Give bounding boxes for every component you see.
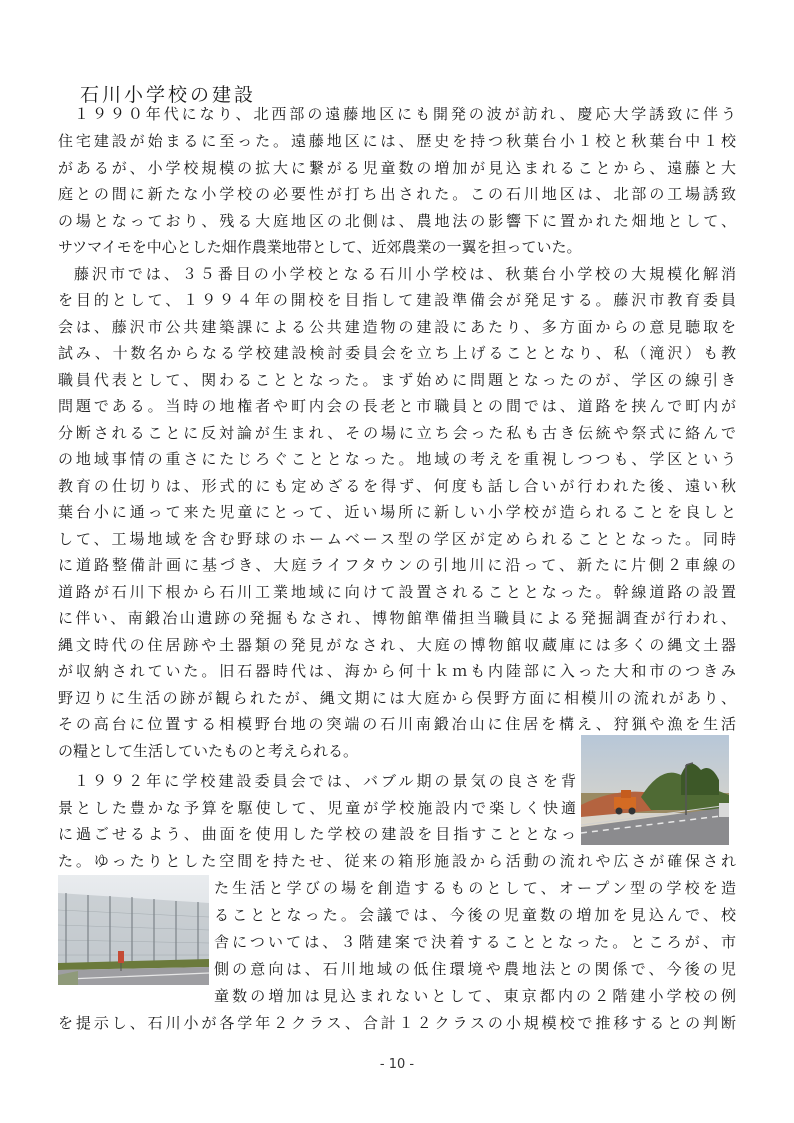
text-line: 庭との間に新たな小学校の必要性が打ち出された。この石川地区は、北部の工場誘致 [58, 185, 736, 203]
text-line: ることとなった。会議では、今後の児童数の増加を見込んで、校 [214, 906, 736, 924]
text-line: に伴い、南鍛冶山遺跡の発掘もなされ、博物館準備担当職員による発掘調査が行われ、 [58, 609, 736, 627]
text-line: が収納されていた。旧石器時代は、海から何十ｋｍも内陸部に入った大和市のつきみ [58, 662, 736, 680]
text-line: １９９０年代になり、北西部の遠藤地区にも開発の波が訪れ、慶応大学誘致に伴う [74, 105, 736, 123]
text-line: に道路整備計画に基づき、大庭ライフタウンの引地川に沿って、新たに片側２車線の [58, 556, 736, 574]
text-line: た。ゆったりとした空間を持たせ、従来の箱形施設から活動の流れや広さが確保され [58, 852, 736, 870]
text-line: 試み、十数名からなる学校建設検討委員会を立ち上げることとなり、私（滝沢）も教 [58, 344, 736, 362]
road-construction-photo [581, 735, 729, 845]
text-line: 縄文時代の住居跡や土器類の発見がなされ、大庭の博物館収蔵庫には多くの縄文土器 [58, 636, 736, 654]
text-line: 野辺りに生活の跡が観られたが、縄文期には大庭から俣野方面に相模川の流れがあり、 [58, 689, 736, 707]
sports-field-fence-photo [58, 875, 209, 985]
text-line: 職員代表として、関わることとなった。まず始めに問題となったのが、学区の線引き [58, 371, 736, 389]
text-line: その高台に位置する相模野台地の突端の石川南鍛冶山に住居を構え、狩猟や漁を生活 [58, 715, 736, 733]
text-line: して、工場地域を含む野球のホームベース型の学区が定められることとなった。同時 [58, 530, 736, 548]
text-line: 側の意向は、石川地域の低住環境や農地法との関係で、今後の児 [214, 960, 736, 978]
text-line: 問題である。当時の地権者や町内会の長老と市職員との間では、道路を挟んで町内が [58, 397, 736, 415]
text-line: の場となっており、残る大庭地区の北側は、農地法の影響下に置かれた畑地として、 [58, 212, 736, 230]
text-line: 教育の仕切りは、形式的にも定めざるを得ず、何度も話し合いが行われた後、遠い秋 [58, 477, 736, 495]
text-line: 舎については、３階建案で決着することとなった。ところが、市 [214, 933, 736, 951]
text-line: を目的として、１９９４年の開校を目指して建設準備会が発足する。藤沢市教育委員 [58, 291, 736, 309]
text-line: １９９２年に学校建設委員会では、バブル期の景気の良さを背 [74, 772, 576, 790]
text-line: 葉台小に通って来た児童にとって、近い場所に新しい小学校が造られることを良しと [58, 503, 736, 521]
text-line: 分断されることに反対論が生まれ、その場に立ち会った私も古き伝統や祭式に絡んで [58, 424, 736, 442]
text-line: 住宅建設が始まるに至った。遠藤地区には、歴史を持つ秋葉台小１校と秋葉台中１校 [58, 132, 736, 150]
text-line: 会は、藤沢市公共建築課による公共建造物の建設にあたり、多方面からの意見聴取を [58, 318, 736, 336]
text-line: サツマイモを中心とした畑作農業地帯として、近郊農業の一翼を担っていた。 [58, 238, 582, 256]
page-number: - 10 - [379, 1057, 415, 1072]
text-line: があるが、小学校規模の拡大に繋がる児童数の増加が見込まれることから、遠藤と大 [58, 159, 736, 177]
text-line: 藤沢市では、３５番目の小学校となる石川小学校は、秋葉台小学校の大規模化解消 [74, 265, 736, 283]
text-line: の地域事情の重さにたじろぐこととなった。地域の考えを重視しつつも、学区という [58, 450, 736, 468]
text-line: 童数の増加は見込まれないとして、東京都内の２階建小学校の例 [214, 987, 736, 1005]
text-line: の糧として生活していたものと考えられる。 [58, 742, 359, 760]
page-title: 石川小学校の建設 [80, 84, 257, 106]
text-line: 景とした豊かな予算を駆使して、児童が学校施設内で楽しく快適 [58, 799, 576, 817]
text-line: に過ごせるよう、曲面を使用した学校の建設を目指すこととなっ [58, 825, 576, 843]
text-line: た生活と学びの場を創造するものとして、オープン型の学校を造 [214, 879, 736, 897]
text-line: 道路が石川下根から石川工業地域に向けて設置されることとなった。幹線道路の設置 [58, 583, 736, 601]
text-line: を提示し、石川小が各学年２クラス、合計１２クラスの小規模校で推移するとの判断 [58, 1014, 736, 1032]
